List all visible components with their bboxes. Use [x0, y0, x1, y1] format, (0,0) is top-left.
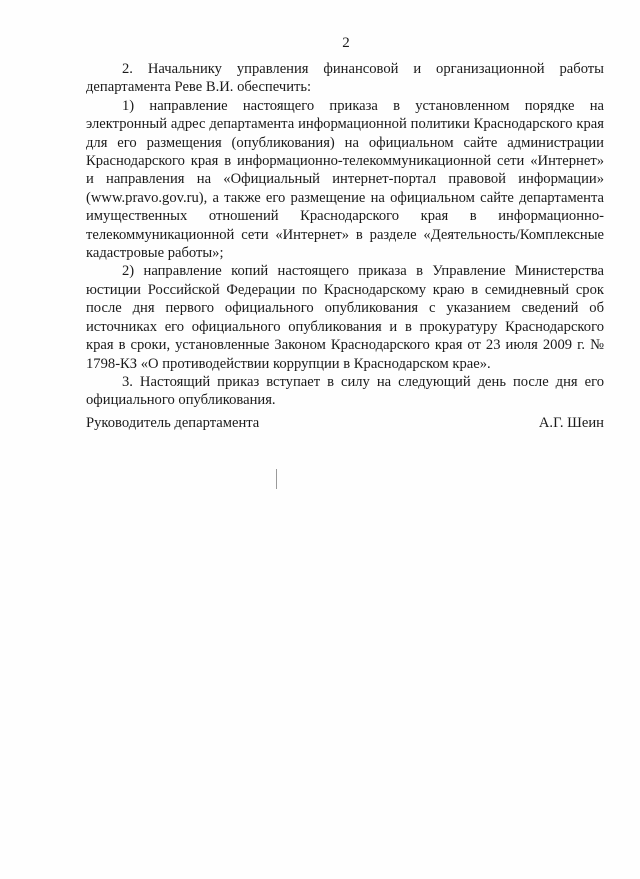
signature-position: Руководитель департамента — [86, 415, 260, 431]
paragraph-item-2: 2. Начальнику управления финансовой и организационной работы департамента Реве В.И. обеспечить: — [86, 61, 604, 96]
signature-name: А.Г. Шеин — [538, 415, 604, 431]
signature-block — [86, 414, 604, 432]
scan-artifact-mark — [276, 469, 277, 489]
paragraph-subitem-1: 1) направление настоящего приказа в установленном порядке на электронный адрес департамента информационной политики Краснодарского края для его размещения (опубликования) на официальном сайте администрации Краснодарского края в информационно-телекоммуникационной сети «Интернет» и направления на «Официальный интернет-портал правовой информации» (www.pravo.gov.ru), а также его размещение на официальном сайте департамента имущественных отношений Краснодарского края в информационно-телекоммуникационной сети «Интернет» в разделе «Деятельность/Комплексные кадастровые работы»; — [86, 97, 604, 262]
page-number: 2 — [342, 35, 350, 51]
document-body — [86, 60, 604, 410]
paragraph-item-3: 3. Настоящий приказ вступает в силу на следующий день после дня его официального опубликования. — [86, 373, 604, 409]
paragraph-subitem-2: 2) направление копий настоящего приказа в Управление Министерства юстиции Российской Федерации по Краснодарскому краю в семидневный срок после дня первого официального опубликования с указанием сведений об источниках его официального опубликования и в прокуратуру Краснодарского края в сроки, установленные Законом Краснодарского края от 23 июля 2009 г. № 1798-КЗ «О противодействии коррупции в Краснодарском крае». — [86, 263, 604, 372]
